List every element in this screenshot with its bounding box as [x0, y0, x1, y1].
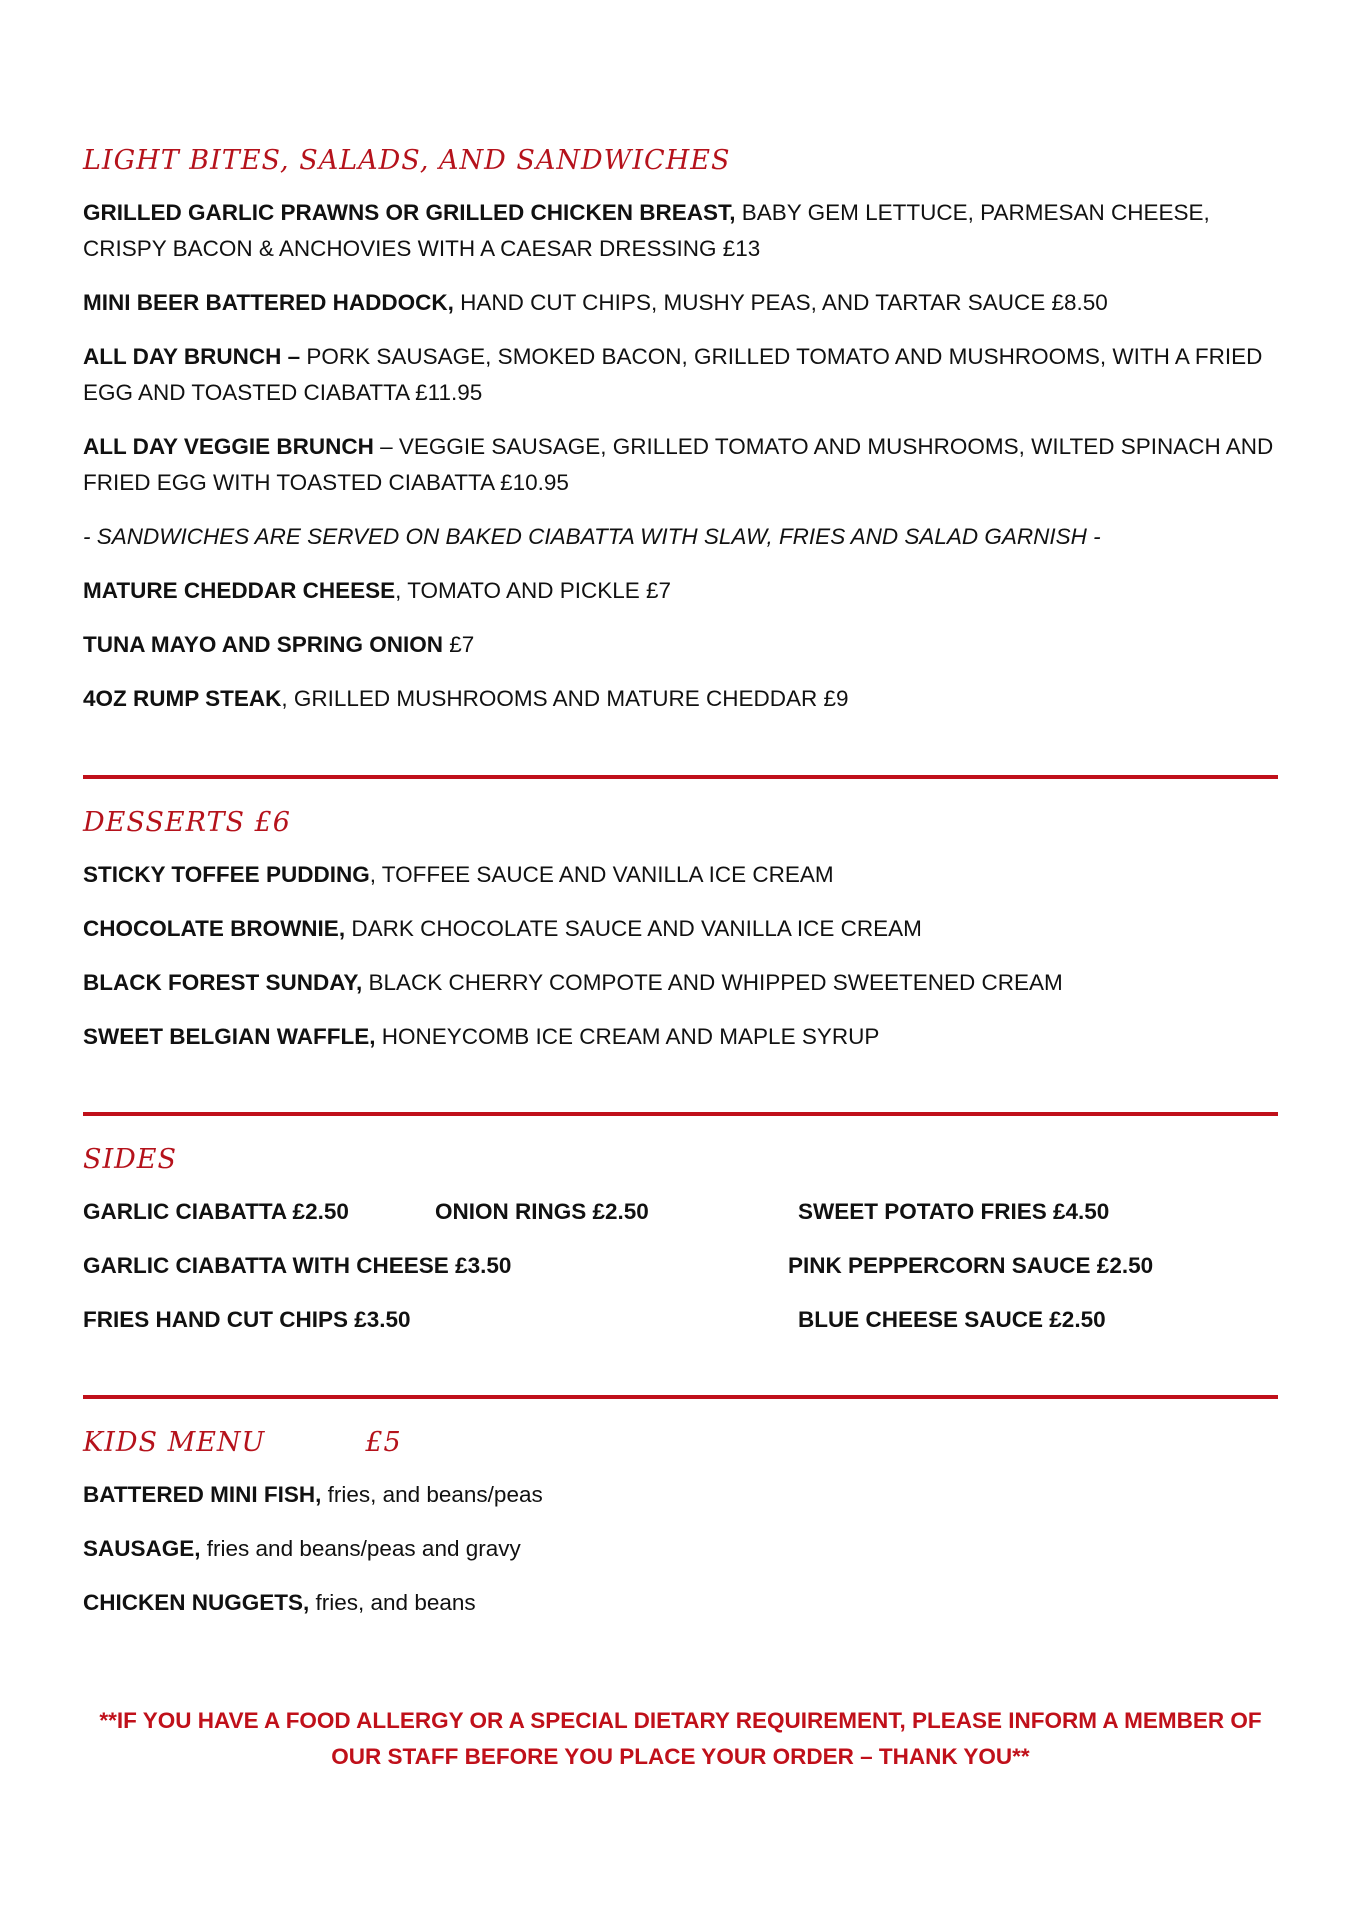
menu-item [83, 1531, 1278, 1567]
item-name: GRILLED GARLIC PRAWNS OR GRILLED CHICKEN BREAST, [83, 200, 736, 225]
light-bites-heading: LIGHT BITES, SALADS, AND SANDWICHES [83, 145, 731, 176]
menu-item [83, 681, 1278, 717]
item-desc: fries, and beans/peas [321, 1482, 543, 1507]
sandwich-note: - SANDWICHES ARE SERVED ON BAKED CIABATTA WITH SLAW, FRIES AND SALAD GARNISH - [83, 524, 1101, 549]
sides-row [83, 1248, 1278, 1284]
desserts-heading: DESSERTS £6 [83, 807, 291, 838]
side-item: FRIES HAND CUT CHIPS £3.50 [83, 1307, 411, 1332]
item-desc: BLACK CHERRY COMPOTE AND WHIPPED SWEETENED CREAM [362, 970, 1063, 995]
item-desc: , TOMATO AND PICKLE £7 [395, 578, 672, 603]
item-name: SAUSAGE, [83, 1536, 201, 1561]
item-desc: BABY GEM LETTUCE, PARMESAN CHEESE, CRISPY BACON & ANCHOVIES WITH A CAESAR DRESSING £13 [83, 200, 1210, 261]
side-item: GARLIC CIABATTA £2.50 [83, 1199, 349, 1224]
side-item: SWEET POTATO FRIES £4.50 [798, 1199, 1110, 1224]
menu-item [83, 429, 1278, 501]
item-name: STICKY TOFFEE PUDDING [83, 862, 370, 887]
item-name: TUNA MAYO AND SPRING ONION [83, 632, 444, 657]
item-name: BATTERED MINI FISH, [83, 1482, 322, 1507]
section-divider [83, 1395, 1278, 1399]
kids-section [83, 1425, 1278, 1639]
sides-section [83, 1142, 1278, 1356]
item-desc: PORK SAUSAGE, SMOKED BACON, GRILLED TOMATO AND MUSHROOMS, WITH A FRIED EGG AND TOASTED CIABATTA £11.95 [83, 344, 1263, 405]
menu-item [83, 965, 1278, 1001]
item-name: 4OZ RUMP STEAK [83, 686, 282, 711]
item-name: CHICKEN NUGGETS, [83, 1590, 310, 1615]
menu-item [83, 857, 1278, 893]
sides-row [83, 1194, 1278, 1230]
kids-price: £5 [365, 1427, 402, 1458]
side-item: GARLIC CIABATTA WITH CHEESE £3.50 [83, 1253, 512, 1278]
menu-item [83, 573, 1278, 609]
sides-row [83, 1302, 1278, 1338]
item-name: MINI BEER BATTERED HADDOCK, [83, 290, 454, 315]
menu-item [83, 285, 1278, 321]
item-name: BLACK FOREST SUNDAY, [83, 970, 363, 995]
item-desc: £7 [443, 632, 475, 657]
kids-heading-label: KIDS MENU [83, 1427, 266, 1458]
menu-item [83, 911, 1278, 947]
light-bites-section [83, 143, 1278, 735]
section-divider [83, 1112, 1278, 1116]
kids-heading [83, 1425, 1278, 1461]
item-desc: , GRILLED MUSHROOMS AND MATURE CHEDDAR £9 [281, 686, 849, 711]
item-name: ALL DAY BRUNCH – [83, 344, 301, 369]
side-item: BLUE CHEESE SAUCE £2.50 [798, 1307, 1106, 1332]
item-name: MATURE CHEDDAR CHEESE [83, 578, 396, 603]
sides-heading: SIDES [83, 1144, 178, 1175]
menu-item [83, 1477, 1278, 1513]
menu-item [83, 627, 1278, 663]
item-desc: HONEYCOMB ICE CREAM AND MAPLE SYRUP [375, 1024, 880, 1049]
menu-item [83, 1585, 1278, 1621]
section-divider [83, 775, 1278, 779]
item-desc: , TOFFEE SAUCE AND VANILLA ICE CREAM [369, 862, 834, 887]
item-desc: – VEGGIE SAUSAGE, GRILLED TOMATO AND MUSHROOMS, WILTED SPINACH AND FRIED EGG WITH TOASTED CIABATTA £10.95 [83, 434, 1274, 495]
item-name: ALL DAY VEGGIE BRUNCH [83, 434, 374, 459]
allergy-notice: **IF YOU HAVE A FOOD ALLERGY OR A SPECIAL DIETARY REQUIREMENT, PLEASE INFORM A MEMBER OF OUR STAFF BEFORE YOU PLACE YOUR ORDER – THANK YOU** [99, 1708, 1262, 1769]
item-name: CHOCOLATE BROWNIE, [83, 916, 346, 941]
desserts-section [83, 805, 1278, 1073]
menu-item [83, 339, 1278, 411]
item-desc: fries and beans/peas and gravy [200, 1536, 521, 1561]
side-item: PINK PEPPERCORN SAUCE £2.50 [788, 1253, 1154, 1278]
item-desc: HAND CUT CHIPS, MUSHY PEAS, AND TARTAR SAUCE £8.50 [453, 290, 1108, 315]
menu-item [83, 195, 1278, 267]
side-item: ONION RINGS £2.50 [435, 1199, 649, 1224]
item-desc: DARK CHOCOLATE SAUCE AND VANILLA ICE CREAM [345, 916, 922, 941]
item-desc: fries, and beans [309, 1590, 476, 1615]
item-name: SWEET BELGIAN WAFFLE, [83, 1024, 376, 1049]
menu-item [83, 1019, 1278, 1055]
